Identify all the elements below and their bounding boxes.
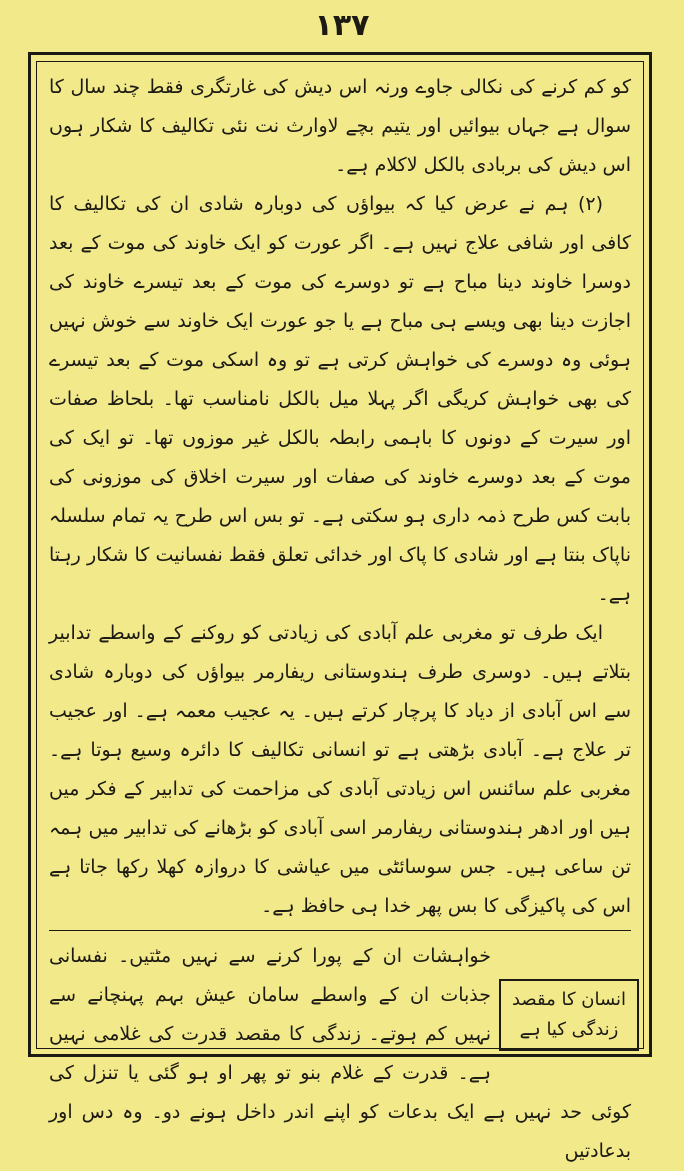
paragraph-continuation: کو کم کرنے کی نکالی جاوے ورنہ اس دیش کی غارتگری فقط چند سال کا سوال ہے جہاں بیوائیں اور یتیم بچے لاوارث نت نئی تکالیف کا شکار ہوں اس دیش کی بربادی بالکل لاکلام ہے۔ bbox=[49, 76, 631, 176]
page-number: ۱۳۷ bbox=[314, 8, 370, 43]
margin-note-box: انسان کا مقصد زندگی کیا ہے bbox=[499, 979, 639, 1051]
sidebar-section bbox=[49, 930, 631, 1171]
text-frame bbox=[36, 61, 644, 1162]
paragraph-population: ایک طرف تو مغربی علم آبادی کی زیادتی کو روکنے کے واسطے تدابیر بتلاتے ہیں۔ دوسری طرف ہندوستانی ریفارمر بیواؤں کی دوبارہ شادی سے اس آبادی از دیاد کا پرچار کرتے ہیں۔ یہ عجیب معمہ ہے۔ اور عجیب تر علاج ہے۔ آبادی بڑھتی ہے تو انسانی تکالیف کا دائرہ وسیع ہوتا ہے۔ مغربی علم سائنس اس زیادتی آبادی کی مزاحمت کی تدابیر کے فکر میں ہیں اور ادھر ہندوستانی ریفارمر اسی آبادی کو بڑھانے کی تدابیر میں ہمہ تن ساعی ہیں۔ جس سوسائٹی میں عیاشی کا دروازہ کھلا رکھا جاتا ہے اس کی پاکیزگی کا بس پھر خدا ہی حافظ ہے۔ bbox=[49, 622, 631, 917]
paragraph-widow-remarriage: (۲) ہم نے عرض کیا کہ بیواؤں کی دوبارہ شادی ان کی تکالیف کا کافی اور شافی علاج نہیں ہے۔ اگر عورت کو ایک خاوند کی موت کے بعد دوسرا خاوند دینا مباح ہے تو دوسرے کی موت کے بعد تیسرے خاوند کی اجازت دینا بھی ویسے ہی مباح ہے یا جو عورت ایک خاوند سے خوش نہیں ہوئی وہ دوسرے کی خواہش کرتی ہے تو وہ اسکی موت کے بعد تیسرے کی بھی خواہش کریگی اگر پہلا میل بالکل نامناسب تھا۔ بلحاظ صفات اور سیرت کے دونوں کا باہمی رابطہ بالکل غیر موزوں تھا۔ تو ایک کی موت کے بعد دوسرے خاوند کی صفات اور سیرت اخلاق کی موزونی کی بابت کس طرح ذمہ داری ہو سکتی ہے۔ تو بس اس طرح یہ تمام سلسلہ ناپاک بنتا ہے اور شادی کا پاک اور خدائی تعلق فقط نفسانیت کا شکار رہتا ہے۔ bbox=[49, 193, 631, 605]
paragraph-desires: خواہشات ان کے پورا کرنے سے نہیں مٹتیں۔ نفسانی جذبات ان کے واسطے سامان عیش بہم پہنچانے سے نہیں کم ہوتے۔ زندگی کا مقصد قدرت کی غلامی نہیں ہے۔ قدرت کے غلام بنو تو پھر او ہو گئی یا تنزل کی کوئی حد نہیں ہے ایک بدعات کو اپنے اندر داخل ہونے دو۔ وہ دس اور بدعادتیں bbox=[49, 945, 631, 1162]
